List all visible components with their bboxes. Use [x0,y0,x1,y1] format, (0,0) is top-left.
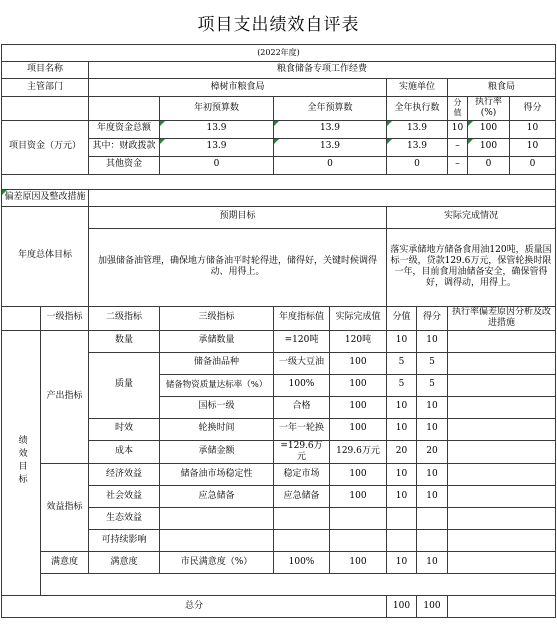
actual-cell [330,508,387,530]
total-score: 100 [417,596,448,618]
impl-unit-value: 粮食局 [448,79,556,97]
score-header: 得分 [417,306,448,330]
l3-cell: 市民满意度（%） [160,552,274,574]
l2-cell: 满意度 [89,552,160,574]
l2-cell: 时效 [89,418,160,440]
funds-col-annual: 全年预算数 [274,97,387,121]
impl-unit-label: 实施单位 [387,79,448,97]
score-cell: 10 [417,464,448,486]
score-cell [417,530,448,552]
annual-goal-label: 年度总体目标 [2,206,89,306]
target-cell: 稳定市场 [274,464,330,486]
target-cell: =129.6万元 [274,440,330,464]
actual-cell: 100 [330,352,387,374]
l3-cell: 储备物资质量达标率（%） [160,374,274,396]
expected-goal-text: 加强储备油管理，确保地方储备油平时轮得进，储得好，关键时候调得动、用得上。 [89,228,387,306]
target-cell: 100% [274,552,330,574]
score-cell [417,508,448,530]
funds-cell: 0 [160,156,274,174]
l3-cell: 储备油品种 [160,352,274,374]
l2-cell: 社会效益 [89,486,160,508]
l2-header: 二级指标 [89,306,160,330]
score-cell: 10 [417,418,448,440]
score-cell: 5 [417,374,448,396]
l2-cell: 生态效益 [89,508,160,530]
actual-cell [330,530,387,552]
funds-cell: 13.9 [160,120,274,138]
analysis-cell [448,330,556,352]
score-value-cell: 10 [387,464,417,486]
l1-header: 一级指标 [41,306,89,330]
actual-cell: 129.6万元 [330,440,387,464]
funds-col-score-value: 分值 [448,97,468,121]
l2-cell: 经济效益 [89,464,160,486]
funds-cell: 13.9 [387,120,448,138]
score-cell: 10 [417,552,448,574]
score-value-header: 分值 [387,306,417,330]
project-name-label: 项目名称 [2,62,89,79]
l3-cell: 国标一级 [160,396,274,418]
score-cell: 10 [417,330,448,352]
analysis-cell [448,396,556,418]
analysis-header: 执行率偏差原因分析及改进措施 [448,306,556,330]
l3-cell [160,508,274,530]
evaluation-table [1,44,556,618]
l3-cell: 轮换时间 [160,418,274,440]
funds-row-label: 其他资金 [89,156,160,174]
score-value-cell: 10 [387,330,417,352]
total-analysis [448,596,556,618]
spacer-row [2,174,556,189]
actual-cell: 100 [330,552,387,574]
funds-cell: 100 [468,138,510,156]
deviation-label: 偏差原因及整改措施 [2,189,89,206]
funds-row-label: 年度资金总额 [89,120,160,138]
spacer-row [41,574,556,596]
satisfaction-label: 满意度 [41,552,89,574]
target-cell: =120吨 [274,330,330,352]
dept-value: 樟树市粮食局 [89,79,387,97]
funds-cell: 100 [468,120,510,138]
analysis-cell [448,486,556,508]
score-value-cell: 10 [387,418,417,440]
l3-cell: 承储金额 [160,440,274,464]
output-indicators-label: 产出指标 [41,330,89,464]
funds-cell: – [448,156,468,174]
analysis-cell [448,530,556,552]
score-value-cell: 5 [387,374,417,396]
l2-cell: 数量 [89,330,160,352]
score-cell: 5 [417,352,448,374]
analysis-cell [448,464,556,486]
analysis-cell [448,352,556,374]
analysis-cell [448,374,556,396]
funds-col-initial: 年初预算数 [160,97,274,121]
actual-result-header: 实际完成情况 [387,206,556,228]
l2-cell: 成本 [89,440,160,464]
score-value-cell [387,508,417,530]
funds-cell: 0 [387,156,448,174]
funds-cell: 0 [510,156,556,174]
target-cell: 合格 [274,396,330,418]
analysis-cell [448,418,556,440]
funds-cell: – [448,138,468,156]
benefit-indicators-label: 效益指标 [41,464,89,552]
analysis-cell [448,508,556,530]
target-cell: 应急储备 [274,486,330,508]
target-header: 年度指标值 [274,306,330,330]
funds-cell: 13.9 [387,138,448,156]
score-cell: 10 [417,486,448,508]
sheet-title: 项目支出绩效自评表 [197,15,360,35]
funds-label: 项目资金（万元） [2,120,89,174]
actual-cell: 100 [330,396,387,418]
score-value-cell: 10 [387,396,417,418]
score-value-cell [387,530,417,552]
actual-result-text: 落实承储地方储备食用油120吨，质量国标一级，贷款129.6万元，保管轮换时限一年，目前食用油储备安全，确保管得好，调得动，用得上。 [387,228,556,306]
funds-cell: 0 [274,156,387,174]
actual-cell: 120吨 [330,330,387,352]
actual-cell: 100 [330,464,387,486]
funds-header-blank-2 [89,97,160,121]
actual-cell: 100 [330,374,387,396]
total-label: 总分 [2,596,387,618]
year-cell: (2022年度) [2,45,556,62]
funds-cell: 10 [448,120,468,138]
score-value-cell: 5 [387,352,417,374]
funds-cell: 13.9 [274,120,387,138]
l2-cell: 可持续影响 [89,530,160,552]
performance-label [2,330,41,596]
analysis-cell [448,440,556,464]
score-value-cell: 10 [387,486,417,508]
analysis-cell [448,552,556,574]
target-cell [274,508,330,530]
funds-col-exec-rate: 执行率(%) [468,97,510,121]
funds-col-executed: 全年执行数 [387,97,448,121]
actual-cell: 100 [330,486,387,508]
score-cell: 10 [417,396,448,418]
l3-cell: 承储数量 [160,330,274,352]
funds-header-blank [2,97,89,121]
project-name-value: 粮食储备专项工作经费 [89,62,556,79]
target-cell: 一级大豆油 [274,352,330,374]
l3-cell: 储备油市场稳定性 [160,464,274,486]
actual-header: 实际完成值 [330,306,387,330]
blank-header [2,306,41,330]
score-cell: 20 [417,440,448,464]
score-value-cell: 10 [387,552,417,574]
performance-label-text: 绩效目标 [16,434,27,487]
dept-label: 主管部门 [2,79,89,97]
target-cell [274,530,330,552]
l3-cell: 应急储备 [160,486,274,508]
score-value-cell: 20 [387,440,417,464]
funds-cell: 10 [510,120,556,138]
l2-cell: 质量 [89,352,160,418]
total-score-value: 100 [387,596,417,618]
funds-row-label: 其中：财政拨款 [89,138,160,156]
target-cell: 一年一轮换 [274,418,330,440]
funds-cell: 13.9 [160,138,274,156]
funds-cell: 13.9 [274,138,387,156]
l3-header: 三级指标 [160,306,274,330]
target-cell: 100% [274,374,330,396]
funds-cell: 10 [510,138,556,156]
actual-cell: 100 [330,418,387,440]
l3-cell [160,530,274,552]
funds-col-score: 得分 [510,97,556,121]
funds-cell: 0 [468,156,510,174]
deviation-value [89,189,556,206]
expected-goal-header: 预期目标 [89,206,387,228]
